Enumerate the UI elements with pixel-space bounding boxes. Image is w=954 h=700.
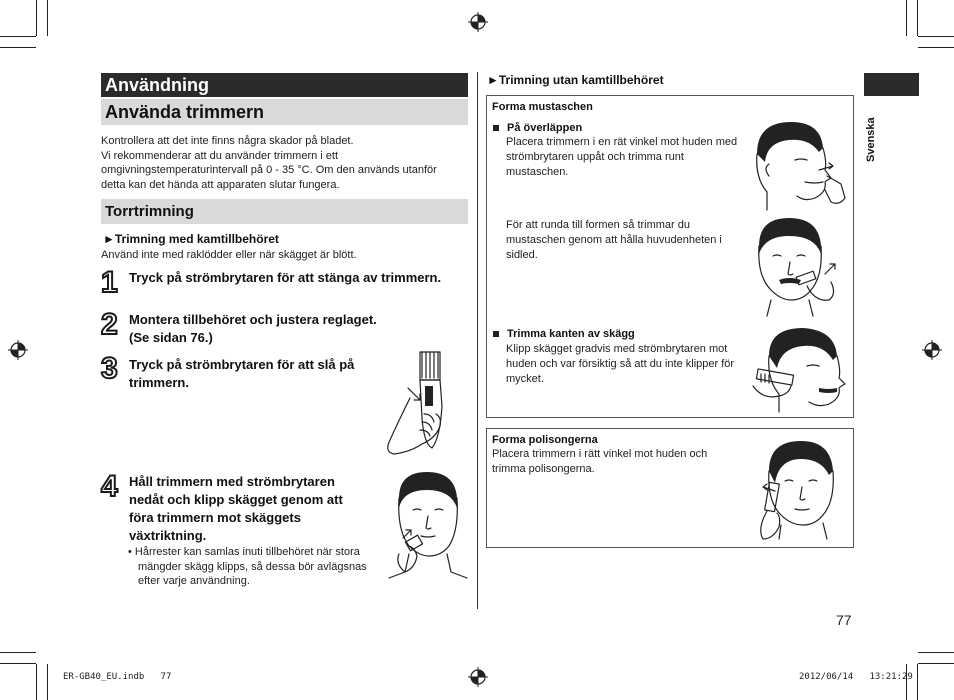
registration-mark-bottom-icon [468,667,488,687]
upper-lip-text: Placera trimmern i en rät vinkel mot huden med strömbrytaren uppåt och trimma runt mustaschen. [506,136,738,178]
dry-trim-note: Använd inte med raklödder eller när skägget är blött. [101,249,357,261]
step-number-2: 2 [101,308,118,341]
registration-mark-right-icon [922,340,942,360]
step-text-4: Håll trimmern med strömbrytaren nedåt och klipp skägget genom att föra trimmern mot skäggets växtriktning. [129,474,343,543]
dry-trim-heading: Torrtrimning [101,199,468,224]
beard-edge-title: Trimma kanten av skägg [493,328,635,340]
no-comb-heading: ►Trimning utan kamtillbehöret [487,73,664,87]
sideburns-box-title: Forma polisongerna [492,434,598,446]
footer-timestamp: 2012/06/14 13:21:29 [799,672,913,682]
intro-text: Kontrollera att det inte finns några skador på bladet. Vi rekommenderar att du använder trimmern i ett omgivningstemperaturintervall på 0 - 35 °C. Om den används utanför detta kan det hända att apparaten slutar fungera. [101,135,437,191]
with-comb-heading: ►Trimning med kamtillbehöret [103,232,279,246]
sideburns-text: Placera trimmern i rätt vinkel mot huden och trimma polisongerna. [492,448,708,475]
mustache-side-illustration [749,118,849,213]
section-title: Användning [101,73,468,97]
step-text-3: Tryck på strömbrytaren för att slå på trimmern. [129,357,355,390]
language-tab [864,73,919,96]
mustache-box [486,95,854,418]
language-label: Svenska [865,117,877,162]
mustache-front-illustration [749,214,849,319]
registration-mark-left-icon [8,340,28,360]
bullet-square-icon [493,331,499,337]
step-number-3: 3 [101,352,118,385]
beard-edge-illustration [749,324,849,414]
step-text-2: Montera tillbehöret och justera reglaget. (Se sidan 76.) [129,312,377,345]
step-number-4: 4 [101,470,118,503]
step-number-1: 1 [101,266,118,299]
sideburns-illustration [749,435,849,543]
registration-mark-top-icon [468,12,488,32]
step-text-1: Tryck på strömbrytaren för att stänga av trimmern. [129,270,442,285]
footer-file-info: ER-GB40_EU.indb 77 [63,672,172,682]
sideburns-box [486,428,854,548]
round-shape-text: För att runda till formen så trimmar du mustaschen genom att hålla huvudenheten i sidled. [506,219,722,261]
page-number: 77 [836,612,852,628]
mustache-box-title: Forma mustaschen [492,101,593,113]
step4-note: • Hårrester kan samlas inuti tillbehöret när stora mängder skägg klipps, så dessa bör avlägsnas efter varje användning. [128,546,367,587]
face-comb-trimmer-illustration [385,468,470,588]
section-subtitle: Använda trimmern [101,99,468,125]
upper-lip-title: På överläppen [493,122,582,134]
beard-edge-text: Klipp skägget gradvis med strömbrytaren mot huden och var försiktig så att du inte klipper för mycket. [506,343,735,385]
column-divider [477,72,478,609]
trimmer-hand-illustration [380,348,470,458]
bullet-square-icon [493,125,499,131]
